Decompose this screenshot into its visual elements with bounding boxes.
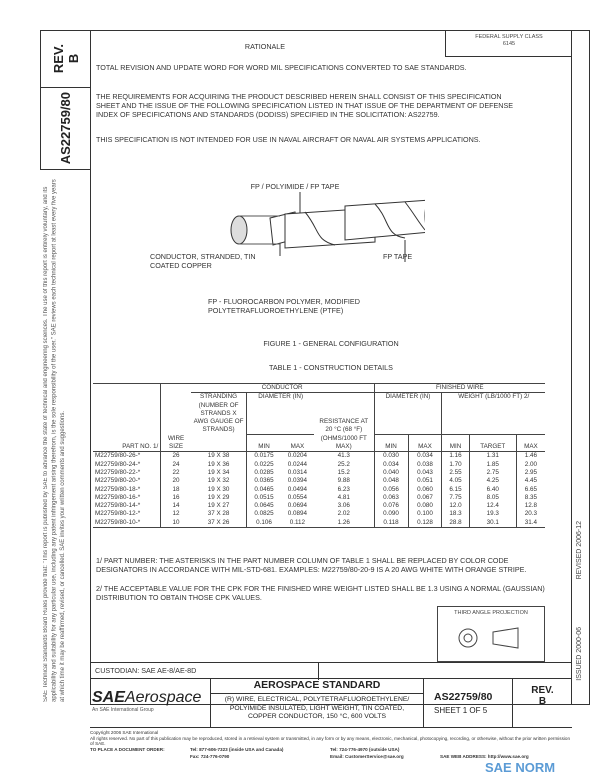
order-label: TO PLACE A DOCUMENT ORDER:	[90, 746, 165, 752]
doc-number-footer: AS22759/80	[434, 691, 493, 703]
table-cell: 0.0365	[247, 477, 281, 485]
table-cell: 0.112	[289, 518, 306, 526]
table-row	[93, 477, 545, 485]
table-cell: 0.0314	[287, 468, 308, 476]
table-cell: 0.076	[374, 502, 408, 510]
table-cell: 2.00	[516, 461, 545, 469]
table-cell: 0.0394	[287, 477, 308, 485]
max-header: MAX	[408, 435, 442, 452]
table-cell: 12.8	[516, 502, 545, 510]
fax: Fax: 724-776-0790	[190, 753, 230, 759]
table-cell: 0.030	[374, 452, 408, 461]
table-cell: 37 X 26	[207, 518, 230, 526]
partno-header: PART NO. 1/	[122, 443, 159, 451]
table-cell: 19 X 30	[207, 485, 230, 493]
table-cell: 12.4	[469, 502, 516, 510]
table-cell: 31.4	[516, 519, 545, 528]
sae-aerospace-logo: SAEAerospace An SAE International Group	[92, 689, 202, 713]
stranding-header: STRANDING (NUMBER OF STRANDS X AWG GAUGE OF STRANDS)	[193, 393, 244, 434]
table-cell: 14	[161, 502, 191, 510]
table-cell: 10	[161, 519, 191, 528]
table-cell: 7.75	[442, 494, 469, 502]
side-doc-number-box	[40, 88, 90, 170]
weight-header: WEIGHT (LB/1000 FT) 2/	[442, 393, 545, 435]
rev-label: REV.	[50, 44, 66, 74]
doc-number: AS22759/80	[58, 92, 73, 165]
table-cell: 41.3	[337, 452, 350, 460]
table-title: TABLE 1 - CONSTRUCTION DETAILS	[269, 363, 393, 372]
table-cell: 2.55	[442, 469, 469, 477]
table-cell: 0.0175	[247, 452, 281, 461]
table-cell: 0.0694	[287, 502, 308, 510]
table-cell: 0.0225	[247, 461, 281, 469]
table-cell: 0.0825	[247, 510, 281, 518]
table-cell: 0.0494	[287, 485, 308, 493]
min-header: MIN	[247, 435, 281, 452]
table-cell: 19.3	[469, 510, 516, 518]
table-cell: 18	[161, 486, 191, 494]
size-header: WIRE SIZE	[161, 435, 191, 452]
table-cell: 0.034	[374, 461, 408, 469]
table-cell: M22759/80-16-*	[95, 493, 141, 501]
table-cell: 0.040	[374, 469, 408, 477]
table-cell: 0.0244	[287, 460, 308, 468]
table-cell: 12	[161, 510, 191, 518]
table-cell: 2.95	[516, 469, 545, 477]
table-row	[93, 502, 545, 510]
table-cell: 25.2	[337, 460, 350, 468]
projection-label: THIRD ANGLE PROJECTION	[454, 610, 528, 616]
table-cell: 0.0285	[247, 469, 281, 477]
table-cell: 24	[161, 461, 191, 469]
table-cell: 0.067	[408, 494, 442, 502]
figure-label-top: FP / POLYIMIDE / FP TAPE	[250, 182, 340, 191]
note-2: 2/ THE ACCEPTABLE VALUE FOR THE CPK FOR THE FINISHED WIRE WEIGHT LISTED SHALL BE 1.3 USING A NORMAL (GAUSSIAN) DISTRIBUTION TO OBTAIN THOSE CPK VALUES.	[96, 584, 545, 602]
table-cell: 19 X 32	[207, 477, 230, 485]
conductor-diameter-header: DIAMETER (IN)	[247, 393, 314, 435]
title-block	[90, 678, 572, 728]
note-1: 1/ PART NUMBER: THE ASTERISKS IN THE PART NUMBER COLUMN OF TABLE 1 SHALL BE REPLACED BY COLOR CODE DESIGNATORS IN ACCORDANCE WITH MIL-STD-681. EXAMPLES: M22759/80-20-9 IS A 20 AWG WHITE WITH ORANGE STRIPE.	[96, 556, 527, 574]
table-cell: 19 X 34	[207, 468, 230, 476]
email: Email: CustomerService@sae.org	[330, 753, 404, 759]
table-cell: 0.080	[408, 502, 442, 510]
table-cell: 0.048	[374, 477, 408, 485]
rationale-title: RATIONALE	[244, 42, 286, 51]
figure-label-conductor: CONDUCTOR, STRANDED, TIN COATED COPPER	[150, 252, 256, 270]
table-cell: 19 X 36	[207, 460, 230, 468]
revised-date: REVISED 2006-12	[576, 521, 583, 580]
min-header: MIN	[374, 435, 408, 452]
table-cell: 1.85	[469, 461, 516, 469]
table-cell: 0.056	[374, 486, 408, 494]
custodian-row	[90, 662, 572, 679]
min-header: MIN	[442, 435, 469, 452]
table-cell: 0.051	[408, 477, 442, 485]
tel-outside: Tel: 724-776-4970 (outside USA)	[330, 746, 400, 752]
table-row	[93, 494, 545, 502]
table-cell: 8.35	[516, 494, 545, 502]
table-cell: 6.40	[469, 486, 516, 494]
table-cell: 1.31	[469, 452, 516, 461]
aerospace-standard-heading: AEROSPACE STANDARD	[211, 679, 423, 694]
table-cell: 20.3	[516, 510, 545, 518]
sheet-number: SHEET 1 OF 5	[434, 706, 488, 715]
table-cell: 0.106	[247, 519, 281, 528]
fsc-label: FEDERAL SUPPLY CLASS	[475, 34, 543, 40]
table-cell: 30.1	[469, 519, 516, 528]
requirements-paragraph: THE REQUIREMENTS FOR ACQUIRING THE PRODUCT DESCRIBED HEREIN SHALL CONSIST OF THIS SPECIFICATION SHEET AND THE ISSUE OF THE FOLLOWING SPECIFICATION LISTED IN THAT ISSUE OF THE DEPARTMENT OF DEFENSE INDEX OF SPECIFICATIONS AND STANDARDS (DODISS) SPECIFIED IN THE SOLICITATION: AS22759.	[96, 92, 514, 119]
fsc-value: 6145	[502, 41, 516, 47]
resistance-header: RESISTANCE AT 20 °C (68 °F) (OHMS/1000 FT MAX)	[319, 418, 369, 451]
table-cell: 0.043	[408, 469, 442, 477]
projection-symbol	[438, 616, 544, 656]
table-cell: 0.060	[408, 486, 442, 494]
table-cell: 18.3	[442, 510, 469, 518]
table-cell: 0.0645	[247, 502, 281, 510]
table-cell: 4.81	[337, 493, 350, 501]
table-cell: 0.034	[408, 452, 442, 461]
revision-strip	[572, 30, 590, 705]
federal-supply-class	[445, 30, 572, 57]
table-cell: M22759/80-18-*	[95, 485, 141, 493]
figure-label-tape: FP TAPE	[383, 252, 413, 261]
max-header: MAX	[516, 435, 545, 452]
web-address: SAE WEB ADDRESS: http://www.sae.org	[440, 753, 529, 759]
max-header: MAX	[290, 443, 305, 451]
table-cell: 19 X 38	[207, 452, 230, 460]
rationale-text: TOTAL REVISION AND UPDATE WORD FOR WORD MIL SPECIFICATIONS CONVERTED TO SAE STANDARDS.	[96, 63, 467, 72]
rev-footer: REV. B	[512, 679, 572, 727]
table-cell: M22759/80-12-*	[95, 510, 141, 518]
table-cell: 0.0204	[287, 452, 308, 460]
third-angle-projection	[437, 606, 545, 662]
table-cell: 9.88	[337, 477, 350, 485]
table-cell: 22	[161, 469, 191, 477]
sae-norm-watermark: SAE NORM	[485, 760, 556, 775]
table-cell: 19 X 27	[207, 502, 230, 510]
issued-date: ISSUED 2000-06	[576, 627, 583, 681]
copyright: Copyright 2006 SAE International	[90, 730, 159, 735]
figure-note-2: POLYTETRAFLUOROETHYLENE (PTFE)	[208, 306, 344, 315]
table-cell: 0.0554	[287, 493, 308, 501]
table-cell: 0.0515	[247, 494, 281, 502]
table-cell: 2.75	[469, 469, 516, 477]
table-cell: 6.15	[442, 486, 469, 494]
table-cell: 26	[161, 452, 191, 461]
table-cell: 1.16	[442, 452, 469, 461]
disclaimer: SAE Technical Standards Board Rules provide that: "This report is published by SAE to advance the state of technical and engineering sciences. The use of this report is entirely voluntary, and its applicability and suitability for any particular use, including any patent infringement arising therefrom, is the sole responsibility of the user." SAE reviews each technical report at least every five years at which time it may be reaffirmed, revised, or cancelled. SAE invites your written comments and suggestions.	[43, 179, 66, 702]
table-cell: 1.46	[516, 452, 545, 461]
table-cell: M22759/80-14-*	[95, 502, 141, 510]
conductor-header: CONDUCTOR	[191, 384, 374, 393]
construction-table	[93, 383, 545, 528]
figure-note-1: FP - FLUOROCARBON POLYMER, MODIFIED	[208, 297, 360, 306]
table-cell: 4.45	[516, 477, 545, 485]
table-cell: 4.05	[442, 477, 469, 485]
table-row	[93, 452, 545, 461]
table-cell: 12.0	[442, 502, 469, 510]
table-cell: 0.0894	[287, 510, 308, 518]
table-cell: 20	[161, 477, 191, 485]
table-cell: M22759/80-10-*	[95, 518, 141, 526]
table-cell: 6.65	[516, 486, 545, 494]
side-rev-box	[40, 30, 90, 88]
naval-paragraph: THIS SPECIFICATION IS NOT INTENDED FOR USE IN NAVAL AIRCRAFT OR NAVAL AIR SYSTEMS APPLICATIONS.	[96, 135, 481, 144]
table-cell: 1.26	[337, 518, 350, 526]
finished-diameter-header: DIAMETER (IN)	[374, 393, 442, 435]
table-cell: M22759/80-24-*	[95, 460, 141, 468]
table-row	[93, 461, 545, 469]
table-cell: 0.100	[408, 510, 442, 518]
table-row	[93, 510, 545, 518]
table-cell: 0.118	[374, 519, 408, 528]
table-row	[93, 486, 545, 494]
document-title: (R) WIRE, ELECTRICAL, POLYTETRAFLUOROETHYLENE/ POLYIMIDE INSULATED, LIGHT WEIGHT, TIN COATED, COPPER CONDUCTOR, 150 °C, 600 VOLTS	[224, 696, 410, 720]
table-cell: 8.05	[469, 494, 516, 502]
table-cell: 4.25	[469, 477, 516, 485]
table-cell: 3.06	[337, 502, 350, 510]
target-header: TARGET	[469, 435, 516, 452]
table-cell: 1.70	[442, 461, 469, 469]
rev-value: B	[65, 54, 81, 64]
table-cell: M22759/80-20-*	[95, 477, 141, 485]
table-cell: 28.8	[442, 519, 469, 528]
table-cell: 0.0465	[247, 486, 281, 494]
table-cell: 0.038	[408, 461, 442, 469]
table-cell: 0.128	[408, 519, 442, 528]
table-row	[93, 469, 545, 477]
table-cell: 0.063	[374, 494, 408, 502]
table-cell: 16	[161, 494, 191, 502]
table-cell: M22759/80-26-*	[95, 452, 141, 460]
tel-inside: Tel: 877-606-7323 (inside USA and Canada)	[190, 746, 284, 752]
figure-caption: FIGURE 1 - GENERAL CONFIGURATION	[263, 339, 399, 348]
footer	[90, 730, 570, 761]
table-cell: 15.2	[337, 468, 350, 476]
rights: All rights reserved. No part of this publication may be reproduced, stored in a retrieval system or transmitted, in any form or by any means, electronic, mechanical, photocopying, recording, or otherwise, without the prior written permission of SAE.	[90, 735, 571, 747]
finished-header: FINISHED WIRE	[374, 384, 545, 393]
table-cell: 0.090	[374, 510, 408, 518]
table-cell: 2.02	[337, 510, 350, 518]
table-cell: 19 X 29	[207, 493, 230, 501]
table-cell: 37 X 28	[207, 510, 230, 518]
table-row	[93, 519, 545, 528]
custodian: CUSTODIAN: SAE AE-8/AE-8D	[95, 666, 197, 675]
table-cell: M22759/80-22-*	[95, 468, 141, 476]
table-cell: 6.23	[337, 485, 350, 493]
